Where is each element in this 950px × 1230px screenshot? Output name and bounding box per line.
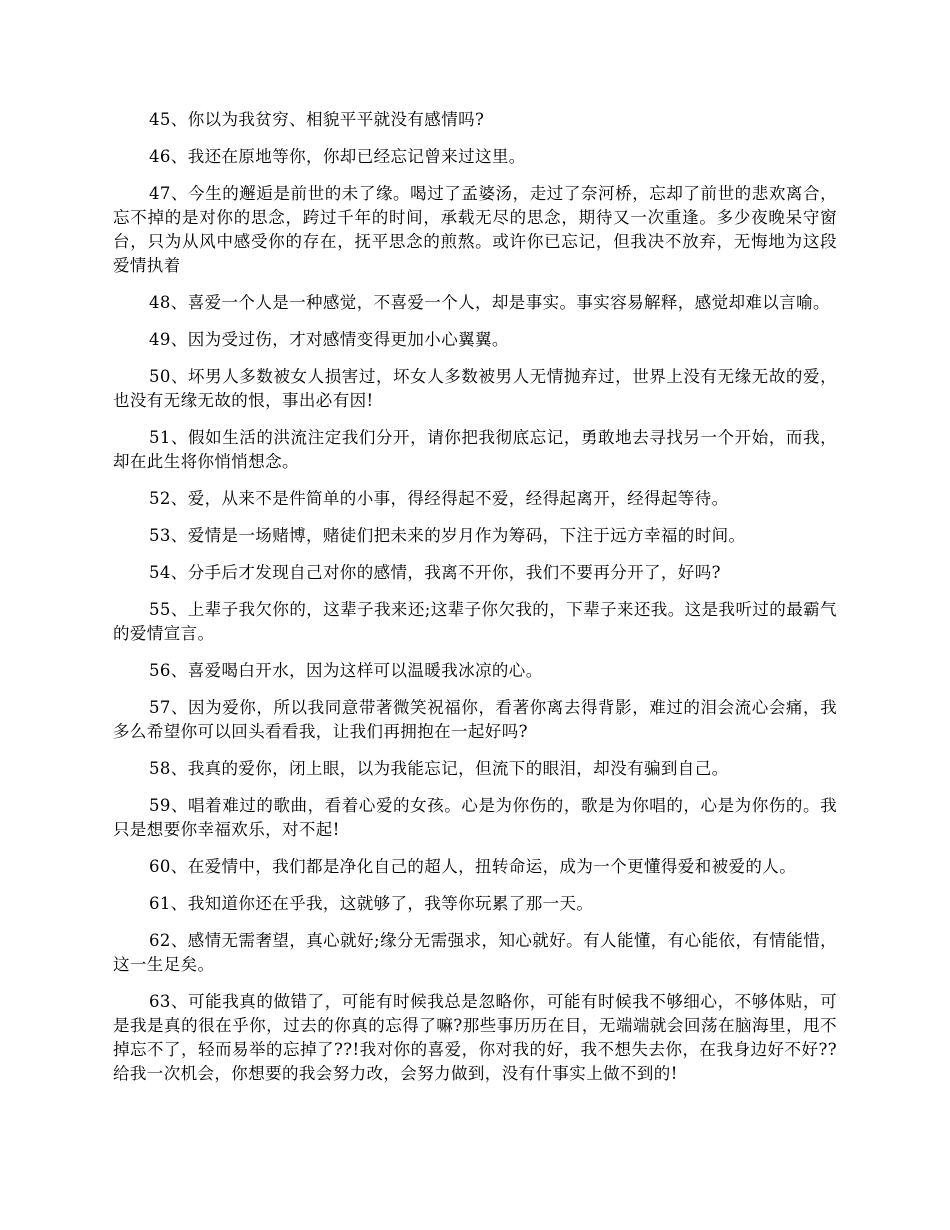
paragraph-48: 48、喜爱一个人是一种感觉，不喜爱一个人，却是事实。事实容易解释，感觉却难以言喻。 xyxy=(149,293,830,312)
paragraph-50: 50、坏男人多数被女人损害过，坏女人多数被男人无情抛弃过，世界上没有无缘无故的爱，也没有无缘无故的恨，事出必有因! xyxy=(113,367,837,410)
paragraph-54: 54、分手后才发现自己对你的感情，我离不开你，我们不要再分开了，好吗? xyxy=(149,563,721,582)
paragraph-52: 52、爱，从来不是件简单的小事，得经得起不爱，经得起离开，经得起等待。 xyxy=(149,489,729,508)
paragraph-46: 46、我还在原地等你，你却已经忘记曾来过这里。 xyxy=(149,147,526,166)
paragraph-45: 45、你以为我贫穷、相貌平平就没有感情吗? xyxy=(149,110,485,129)
paragraph-59: 59、唱着难过的歌曲，看着心爱的女孩。心是为你伤的，歌是为你唱的，心是为你伤的。我只是想要你幸福欢乐，对不起! xyxy=(113,796,837,839)
paragraph-51: 51、假如生活的洪流注定我们分开，请你把我彻底忘记，勇敢地去寻找另一个开始，而我，却在此生将你悄悄想念。 xyxy=(113,428,837,471)
paragraph-55: 55、上辈子我欠你的，这辈子我来还;这辈子你欠我的，下辈子来还我。这是我听过的最霸气的爱情宣言。 xyxy=(113,600,837,643)
paragraph-53: 53、爱情是一场赌博，赌徒们把未来的岁月作为筹码，下注于远方幸福的时间。 xyxy=(149,526,746,545)
paragraph-60: 60、在爱情中，我们都是净化自己的超人，扭转命运，成为一个更懂得爱和被爱的人。 xyxy=(149,857,797,876)
paragraph-47: 47、今生的邂逅是前世的未了缘。喝过了孟婆汤，走过了奈河桥，忘却了前世的悲欢离合，忘不掉的是对你的思念，跨过千年的时间，承载无尽的思念，期待又一次重逢。多少夜晚呆守窗台，只为从风中感受你的存在，抚平思念的煎熬。或许你已忘记，但我决不放弃，无悔地为这段爱情执着 xyxy=(113,184,837,275)
paragraph-62: 62、感情无需奢望，真心就好;缘分无需强求，知心就好。有人能懂，有心能依，有情能惜，这一生足矣。 xyxy=(113,931,837,974)
paragraph-56: 56、喜爱喝白开水，因为这样可以温暖我冰凉的心。 xyxy=(149,661,543,680)
paragraph-57: 57、因为爱你，所以我同意带著微笑祝福你，看著你离去得背影，难过的泪会流心会痛，我多么希望你可以回头看看我，让我们再拥抱在一起好吗? xyxy=(113,698,837,741)
document-body xyxy=(113,108,837,1099)
paragraph-61: 61、我知道你还在乎我，这就够了，我等你玩累了那一天。 xyxy=(149,894,594,913)
paragraph-63: 63、可能我真的做错了，可能有时候我总是忽略你，可能有时候我不够细心，不够体贴，可是我是真的很在乎你，过去的你真的忘得了嘛?那些事历历在目，无端端就会回荡在脑海里，甩不掉忘不了，轻而易举的忘掉了??!我对你的喜爱，你对我的好，我不想失去你，在我身边好不好??给我一次机会，你想要的我会努力改，会努力做到，没有什事实上做不到的! xyxy=(113,992,837,1083)
paragraph-58: 58、我真的爱你，闭上眼，以为我能忘记，但流下的眼泪，却没有骗到自己。 xyxy=(149,759,729,778)
paragraph-49: 49、因为受过伤，才对感情变得更加小心翼翼。 xyxy=(149,330,509,349)
